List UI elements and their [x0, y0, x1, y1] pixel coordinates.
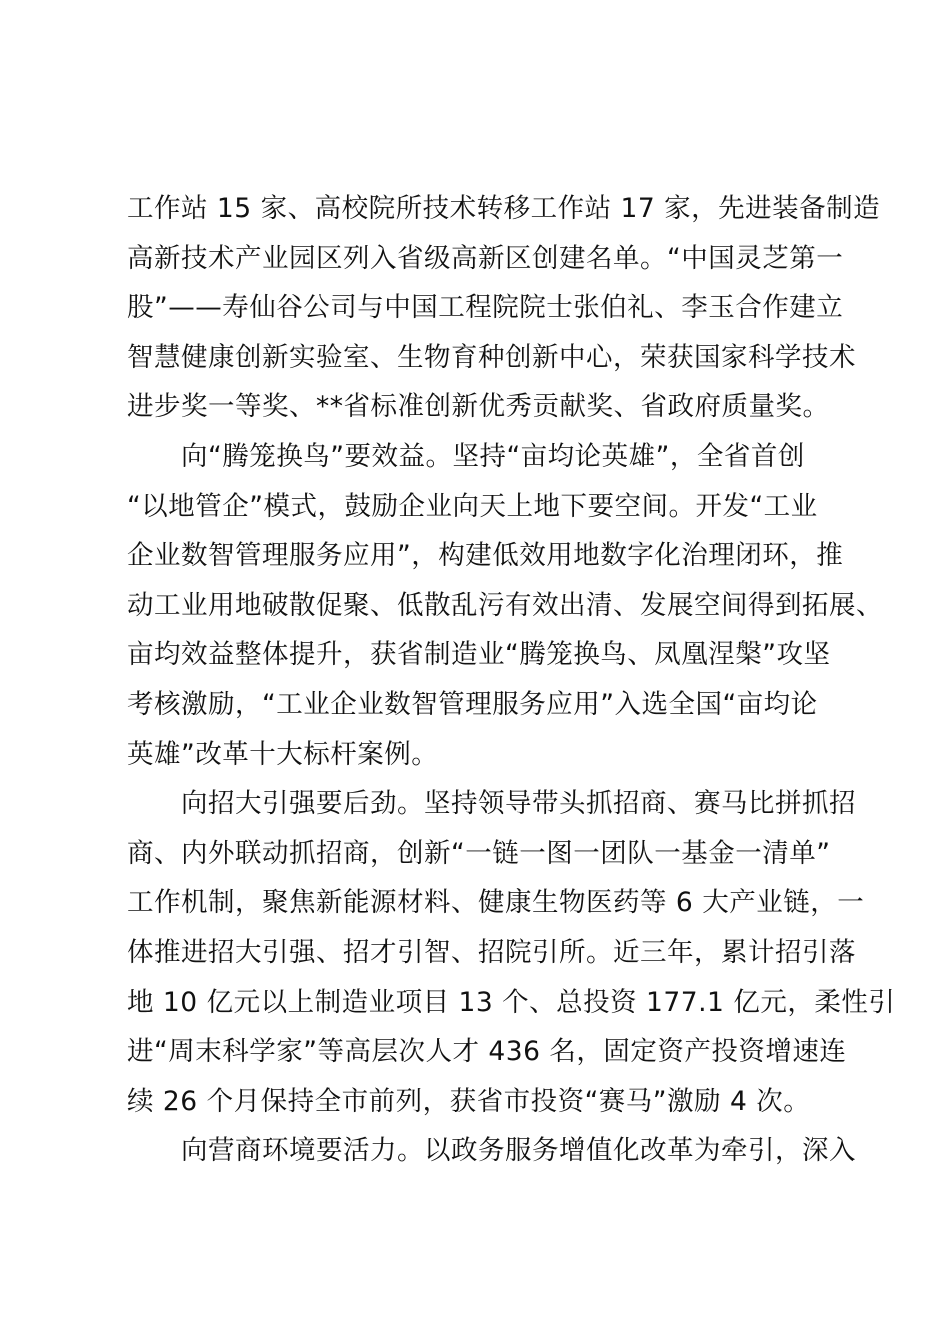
text-line: 体推进招大引强、招才引智、招院引所。近三年，累计招引落: [127, 936, 856, 968]
text-line: 考核激励，“工业企业数智管理服务应用”入选全国“亩均论: [127, 688, 818, 720]
body-text: [127, 184, 896, 1176]
text-line: 续 26 个月保持全市前列，获省市投资“赛马”激励 4 次。: [127, 1085, 811, 1117]
text-line: 商、内外联动抓招商，创新“一链一图一团队一基金一清单”: [127, 837, 831, 869]
paragraph-start-line: 向“腾笼换鸟”要效益。坚持“亩均论英雄”，全省首创: [181, 440, 805, 472]
text-line: 股”——寿仙谷公司与中国工程院院士张伯礼、李玉合作建立: [127, 292, 844, 324]
text-line: 进步奖一等奖、**省标准创新优秀贡献奖、省政府质量奖。: [127, 391, 830, 423]
text-line: 高新技术产业园区列入省级高新区创建名单。“中国灵芝第一: [127, 242, 844, 274]
text-line: 亩均效益整体提升，获省制造业“腾笼换鸟、凤凰涅槃”攻坚: [127, 639, 831, 671]
text-line: 动工业用地破散促聚、低散乱污有效出清、发展空间得到拓展、: [127, 589, 883, 621]
paragraph-start-line: 向营商环境要活力。以政务服务增值化改革为牵引，深入: [181, 1135, 856, 1167]
text-line: 工作机制，聚焦新能源材料、健康生物医药等 6 大产业链，一: [127, 887, 865, 919]
text-line: 进“周末科学家”等高层次人才 436 名，固定资产投资增速连: [127, 1036, 847, 1068]
paragraph-start-line: 向招大引强要后劲。坚持领导带头抓招商、赛马比拼抓招: [181, 788, 856, 820]
text-line: 智慧健康创新实验室、生物育种创新中心，荣获国家科学技术: [127, 341, 856, 373]
text-line: 工作站 15 家、高校院所技术转移工作站 17 家，先进装备制造: [127, 193, 881, 224]
text-line: 英雄”改革十大标杆案例。: [127, 738, 439, 770]
text-line: “以地管企”模式，鼓励企业向天上地下要空间。开发“工业: [127, 490, 818, 522]
text-line: 企业数智管理服务应用”，构建低效用地数字化治理闭环，推: [127, 540, 844, 572]
text-line: 地 10 亿元以上制造业项目 13 个、总投资 177.1 亿元，柔性引: [127, 986, 896, 1018]
